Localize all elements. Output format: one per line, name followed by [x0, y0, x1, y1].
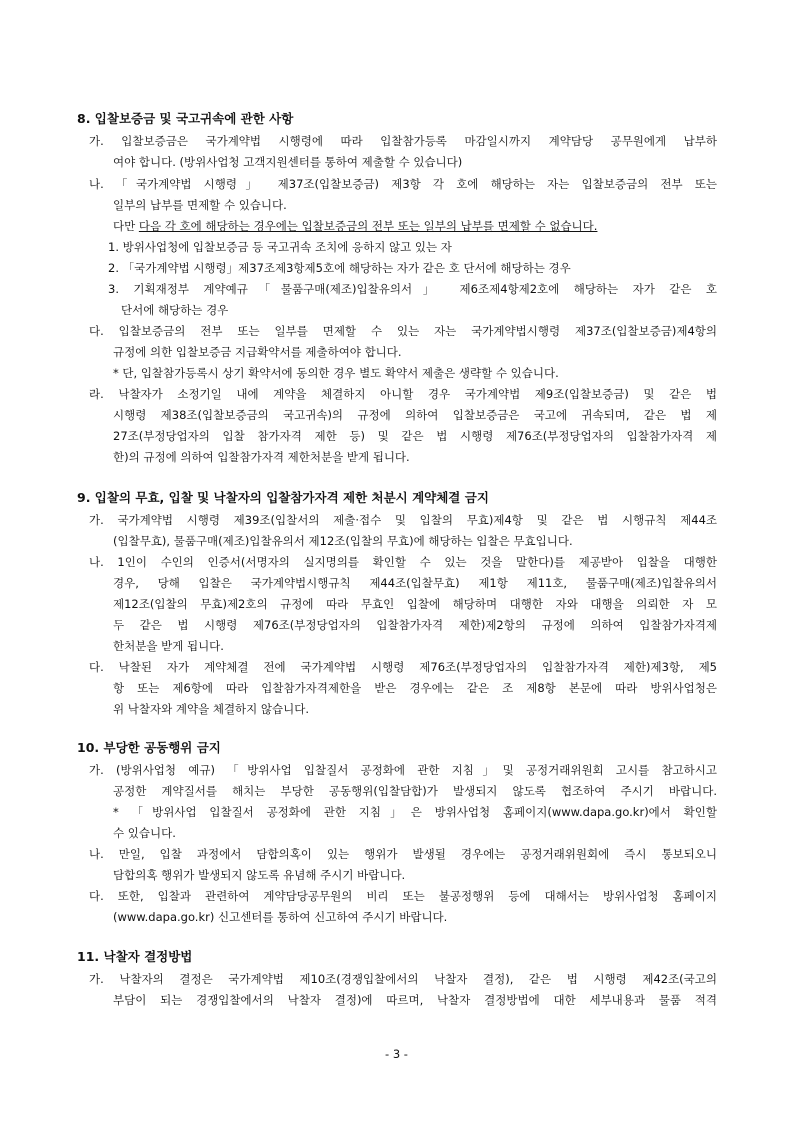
section-8-line: 가. 입찰보증금은 국가계약법 시행령에 따라 입찰참가등록 마감일시까지 계약담당 공무원에게 납부하: [89, 134, 717, 148]
section-9-line: 두 같은 법 시행령 제76조(부정당업자의 입찰참가자격 제한)제2항의 규정에 의하여 입찰참가자격제: [113, 618, 717, 632]
section-10-line: 공정한 계약질서를 해치는 부당한 공동행위(입찰담합)가 발생되지 않도록 협조하여 주시기 바랍니다.: [113, 784, 717, 798]
section-10-line: (www.dapa.go.kr) 신고센터를 통하여 신고하여 주시기 바랍니다.: [113, 910, 448, 924]
section-10-line: 담합의혹 행위가 발생되지 않도록 유념해 주시기 바랍니다.: [113, 868, 406, 882]
page-number: - 3 -: [385, 1047, 408, 1061]
section-8-line: 규정에 의한 입찰보증금 지급확약서를 제출하여야 합니다.: [113, 345, 402, 359]
section-8-line: 단서에 해당하는 경우: [121, 303, 229, 317]
section-8-line: 한)의 규정에 의하여 입찰참가자격 제한처분을 받게 됩니다.: [113, 450, 410, 464]
section-9-line: (입찰무효), 물품구매(제조)입찰유의서 제12조(입찰의 무효)에 해당하는 입찰은 무효입니다.: [113, 534, 573, 548]
section-10-line: 수 있습니다.: [113, 826, 176, 840]
section-9-line: 한처분을 받게 됩니다.: [113, 639, 224, 653]
section-8-line: 시행령 제38조(입찰보증금의 국고귀속)의 규정에 의하여 입찰보증금은 국고에 귀속되며, 같은 법 제: [113, 408, 717, 422]
section-8-line: [113, 217, 597, 235]
section-11-title: 11. 낙찰자 결정방법: [77, 949, 193, 964]
section-8-line: 2. 「국가계약법 시행령」제37조제3항제5호에 해당하는 자가 같은 호 단서에 해당하는 경우: [108, 261, 571, 275]
section-8-line: * 단, 입찰참가등록시 상기 확약서에 동의한 경우 별도 확약서 제출은 생략할 수 있습니다.: [113, 366, 559, 380]
section-9-title: 9. 입찰의 무효, 입찰 및 낙찰자의 입찰참가자격 제한 처분시 계약체결 금지: [77, 490, 489, 505]
section-8-line: 27조(부정당업자의 입찰 참가자격 제한 등) 및 같은 법 시행령 제76조(부정당업자의 입찰참가자격 제: [113, 429, 717, 443]
section-9-line: 다. 낙찰된 자가 계약체결 전에 국가계약법 시행령 제76조(부정당업자의 입찰참가자격 제한)제3항, 제5: [89, 660, 717, 674]
section-8-line: 1. 방위사업청에 입찰보증금 등 국고귀속 조치에 응하지 않고 있는 자: [108, 240, 452, 254]
section-10-title: 10. 부당한 공동행위 금지: [77, 740, 221, 755]
section-11-line: 부담이 되는 경쟁입찰에서의 낙찰자 결정)에 따르며, 낙찰자 결정방법에 대한 세부내용과 물품 적격: [113, 993, 717, 1007]
section-8-line: 나. 「국가계약법 시행령」 제37조(입찰보증금) 제3항 각 호에 해당하는 자는 입찰보증금의 전부 또는: [89, 177, 717, 191]
section-10-line: * 「방위사업 입찰질서 공정화에 관한 지침」은 방위사업청 홈페이지(www.dapa.go.kr)에서 확인할: [113, 805, 717, 819]
section-8-line: 3. 기획재정부 계약예규「물품구매(제조)입찰유의서」 제6조제4항제2호에 해당하는 자가 같은 호: [108, 282, 717, 296]
section-8-title: 8. 입찰보증금 및 국고귀속에 관한 사항: [77, 111, 294, 126]
section-9-line: 나. 1인이 수인의 인증서(서명자의 실지명의를 확인할 수 있는 것을 말한다)를 제공받아 입찰을 대행한: [89, 555, 717, 569]
section-9-line: 위 낙찰자와 계약을 체결하지 않습니다.: [113, 702, 310, 716]
section-8-text: 다만: [113, 219, 136, 233]
section-9-line: 제12조(입찰의 무효)제2호의 규정에 따라 무효인 입찰에 해당하며 대행한 자와 대행을 의뢰한 자 모: [113, 597, 717, 611]
section-9-line: 경우, 당해 입찰은 국가계약법시행규칙 제44조(입찰무효) 제1항 제11호, 물품구매(제조)입찰유의서: [113, 576, 717, 590]
section-8-line: 여야 합니다. (방위사업청 고객지원센터를 통하여 제출할 수 있습니다): [113, 155, 463, 169]
section-8-line: 다. 입찰보증금의 전부 또는 일부를 면제할 수 있는 자는 국가계약법시행령 제37조(입찰보증금)제4항의: [89, 324, 717, 338]
section-8-underlined-text: 다음 각 호에 해당하는 경우에는 입찰보증금의 전부 또는 일부의 납부를 면제할 수 없습니다.: [138, 219, 598, 233]
section-10-line: 나. 만일, 입찰 과정에서 담합의혹이 있는 행위가 발생될 경우에는 공정거래위원회에 즉시 통보되오니: [89, 847, 717, 861]
section-8-line: 일부의 납부를 면제할 수 있습니다.: [113, 198, 287, 212]
section-10-line: 다. 또한, 입찰과 관련하여 계약담당공무원의 비리 또는 불공정행위 등에 대해서는 방위사업청 홈페이지: [89, 889, 717, 903]
section-9-line: 가. 국가계약법 시행령 제39조(입찰서의 제출·접수 및 입찰의 무효)제4항 및 같은 법 시행규칙 제44조: [89, 513, 717, 527]
section-11-line: 가. 낙찰자의 결정은 국가계약법 제10조(경쟁입찰에서의 낙찰자 결정), 같은 법 시행령 제42조(국고의: [89, 972, 717, 986]
section-9-line: 항 또는 제6항에 따라 입찰참가자격제한을 받은 경우에는 같은 조 제8항 본문에 따라 방위사업청은: [113, 681, 717, 695]
section-10-line: 가. (방위사업청 예규) 「방위사업 입찰질서 공정화에 관한 지침」및 공정거래위원회 고시를 참고하시고: [89, 763, 717, 777]
section-8-line: 라. 낙찰자가 소정기일 내에 계약을 체결하지 아니할 경우 국가계약법 제9조(입찰보증금) 및 같은 법: [89, 387, 717, 401]
